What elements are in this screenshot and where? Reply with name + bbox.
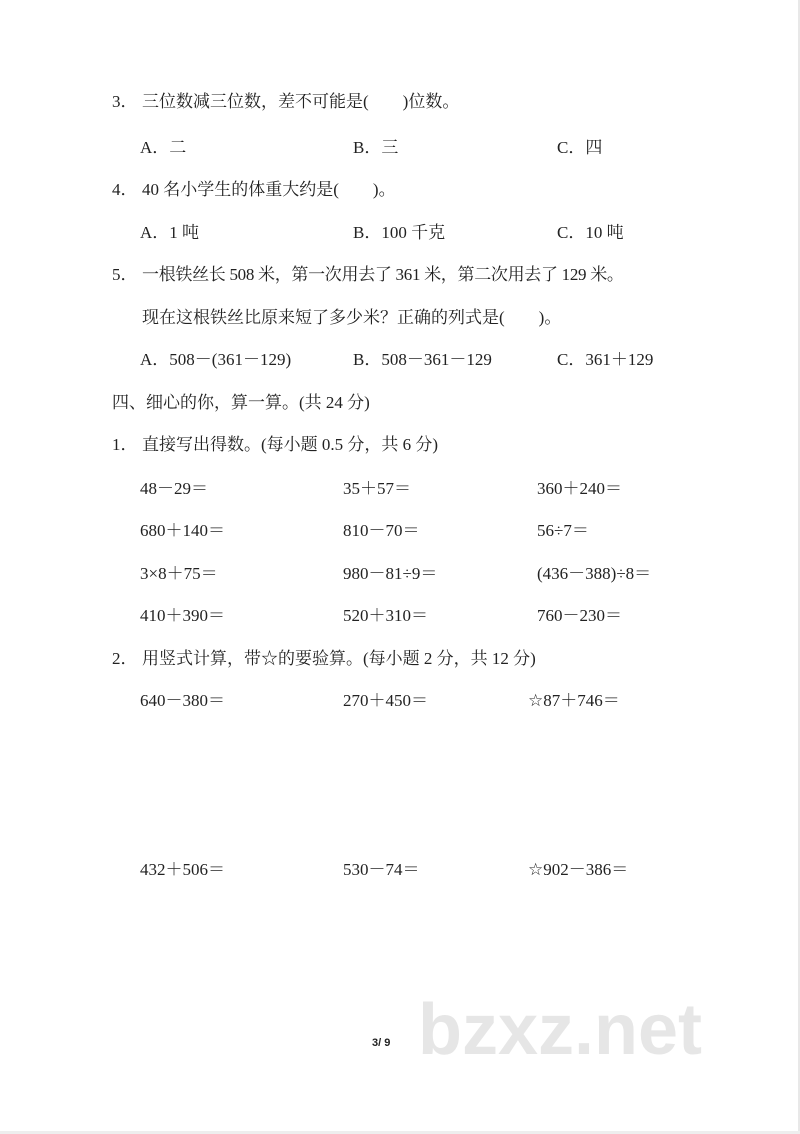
question-text-line2: 现在这根铁丝比原来短了多少米？正确的列式是( )。: [142, 308, 562, 327]
part-instructions: 用竖式计算，带☆的要验算。(每小题 2 分，共 12 分): [142, 649, 536, 668]
question-number: 4．: [112, 180, 138, 199]
question-text: 三位数减三位数，差不可能是( )位数。: [142, 92, 460, 111]
option-b: B．100 千克: [353, 223, 446, 242]
question-text: 一根铁丝长 508 米，第一次用去了 361 米，第二次用去了 129 米。: [142, 265, 624, 284]
calc-item: 56÷7＝: [537, 521, 589, 540]
calc-item: 810－70＝: [343, 521, 420, 540]
part-number: 2．: [112, 649, 138, 668]
section-title: 四、细心的你，算一算。(共 24 分): [112, 393, 370, 412]
question-number: 3．: [112, 92, 138, 111]
watermark: bzxz.net: [418, 990, 703, 1070]
part-1: [112, 433, 438, 457]
option-a: A．508－(361－129): [140, 350, 292, 369]
question-number: 5．: [112, 265, 138, 284]
part-number: 1．: [112, 435, 138, 454]
option-a: A．二: [140, 138, 187, 157]
part-instructions: 直接写出得数。(每小题 0.5 分，共 6 分): [142, 435, 439, 454]
vertical-calc-item: 640－380＝: [140, 691, 225, 710]
page-number: 3/ 9: [372, 1037, 391, 1049]
calc-item: (436－388)÷8＝: [537, 564, 652, 583]
vertical-calc-item: 530－74＝: [343, 860, 420, 879]
question-3: [112, 90, 459, 114]
vertical-calc-item: 432＋506＝: [140, 860, 225, 879]
vertical-calc-item: 270＋450＝: [343, 691, 428, 710]
option-b: B．三: [353, 138, 399, 157]
option-c: C．10 吨: [557, 223, 624, 242]
calc-item: 980－81÷9＝: [343, 564, 438, 583]
calc-item: 680＋140＝: [140, 521, 225, 540]
option-c: C．361＋129: [557, 350, 654, 369]
question-text: 40 名小学生的体重大约是( )。: [142, 180, 396, 199]
option-c: C．四: [557, 138, 603, 157]
option-b: B．508－361－129: [353, 350, 492, 369]
calc-item: 520＋310＝: [343, 606, 428, 625]
question-5: [112, 263, 624, 287]
option-a: A．1 吨: [140, 223, 200, 242]
question-4: [112, 178, 396, 202]
calc-item: 410＋390＝: [140, 606, 225, 625]
vertical-calc-item: ☆902－386＝: [528, 860, 629, 879]
calc-item: 3×8＋75＝: [140, 564, 218, 583]
calc-item: 360＋240＝: [537, 479, 622, 498]
calc-item: 48－29＝: [140, 479, 208, 498]
part-2: [112, 647, 536, 671]
vertical-calc-item: ☆87＋746＝: [528, 691, 620, 710]
calc-item: 760－230＝: [537, 606, 622, 625]
calc-item: 35＋57＝: [343, 479, 411, 498]
